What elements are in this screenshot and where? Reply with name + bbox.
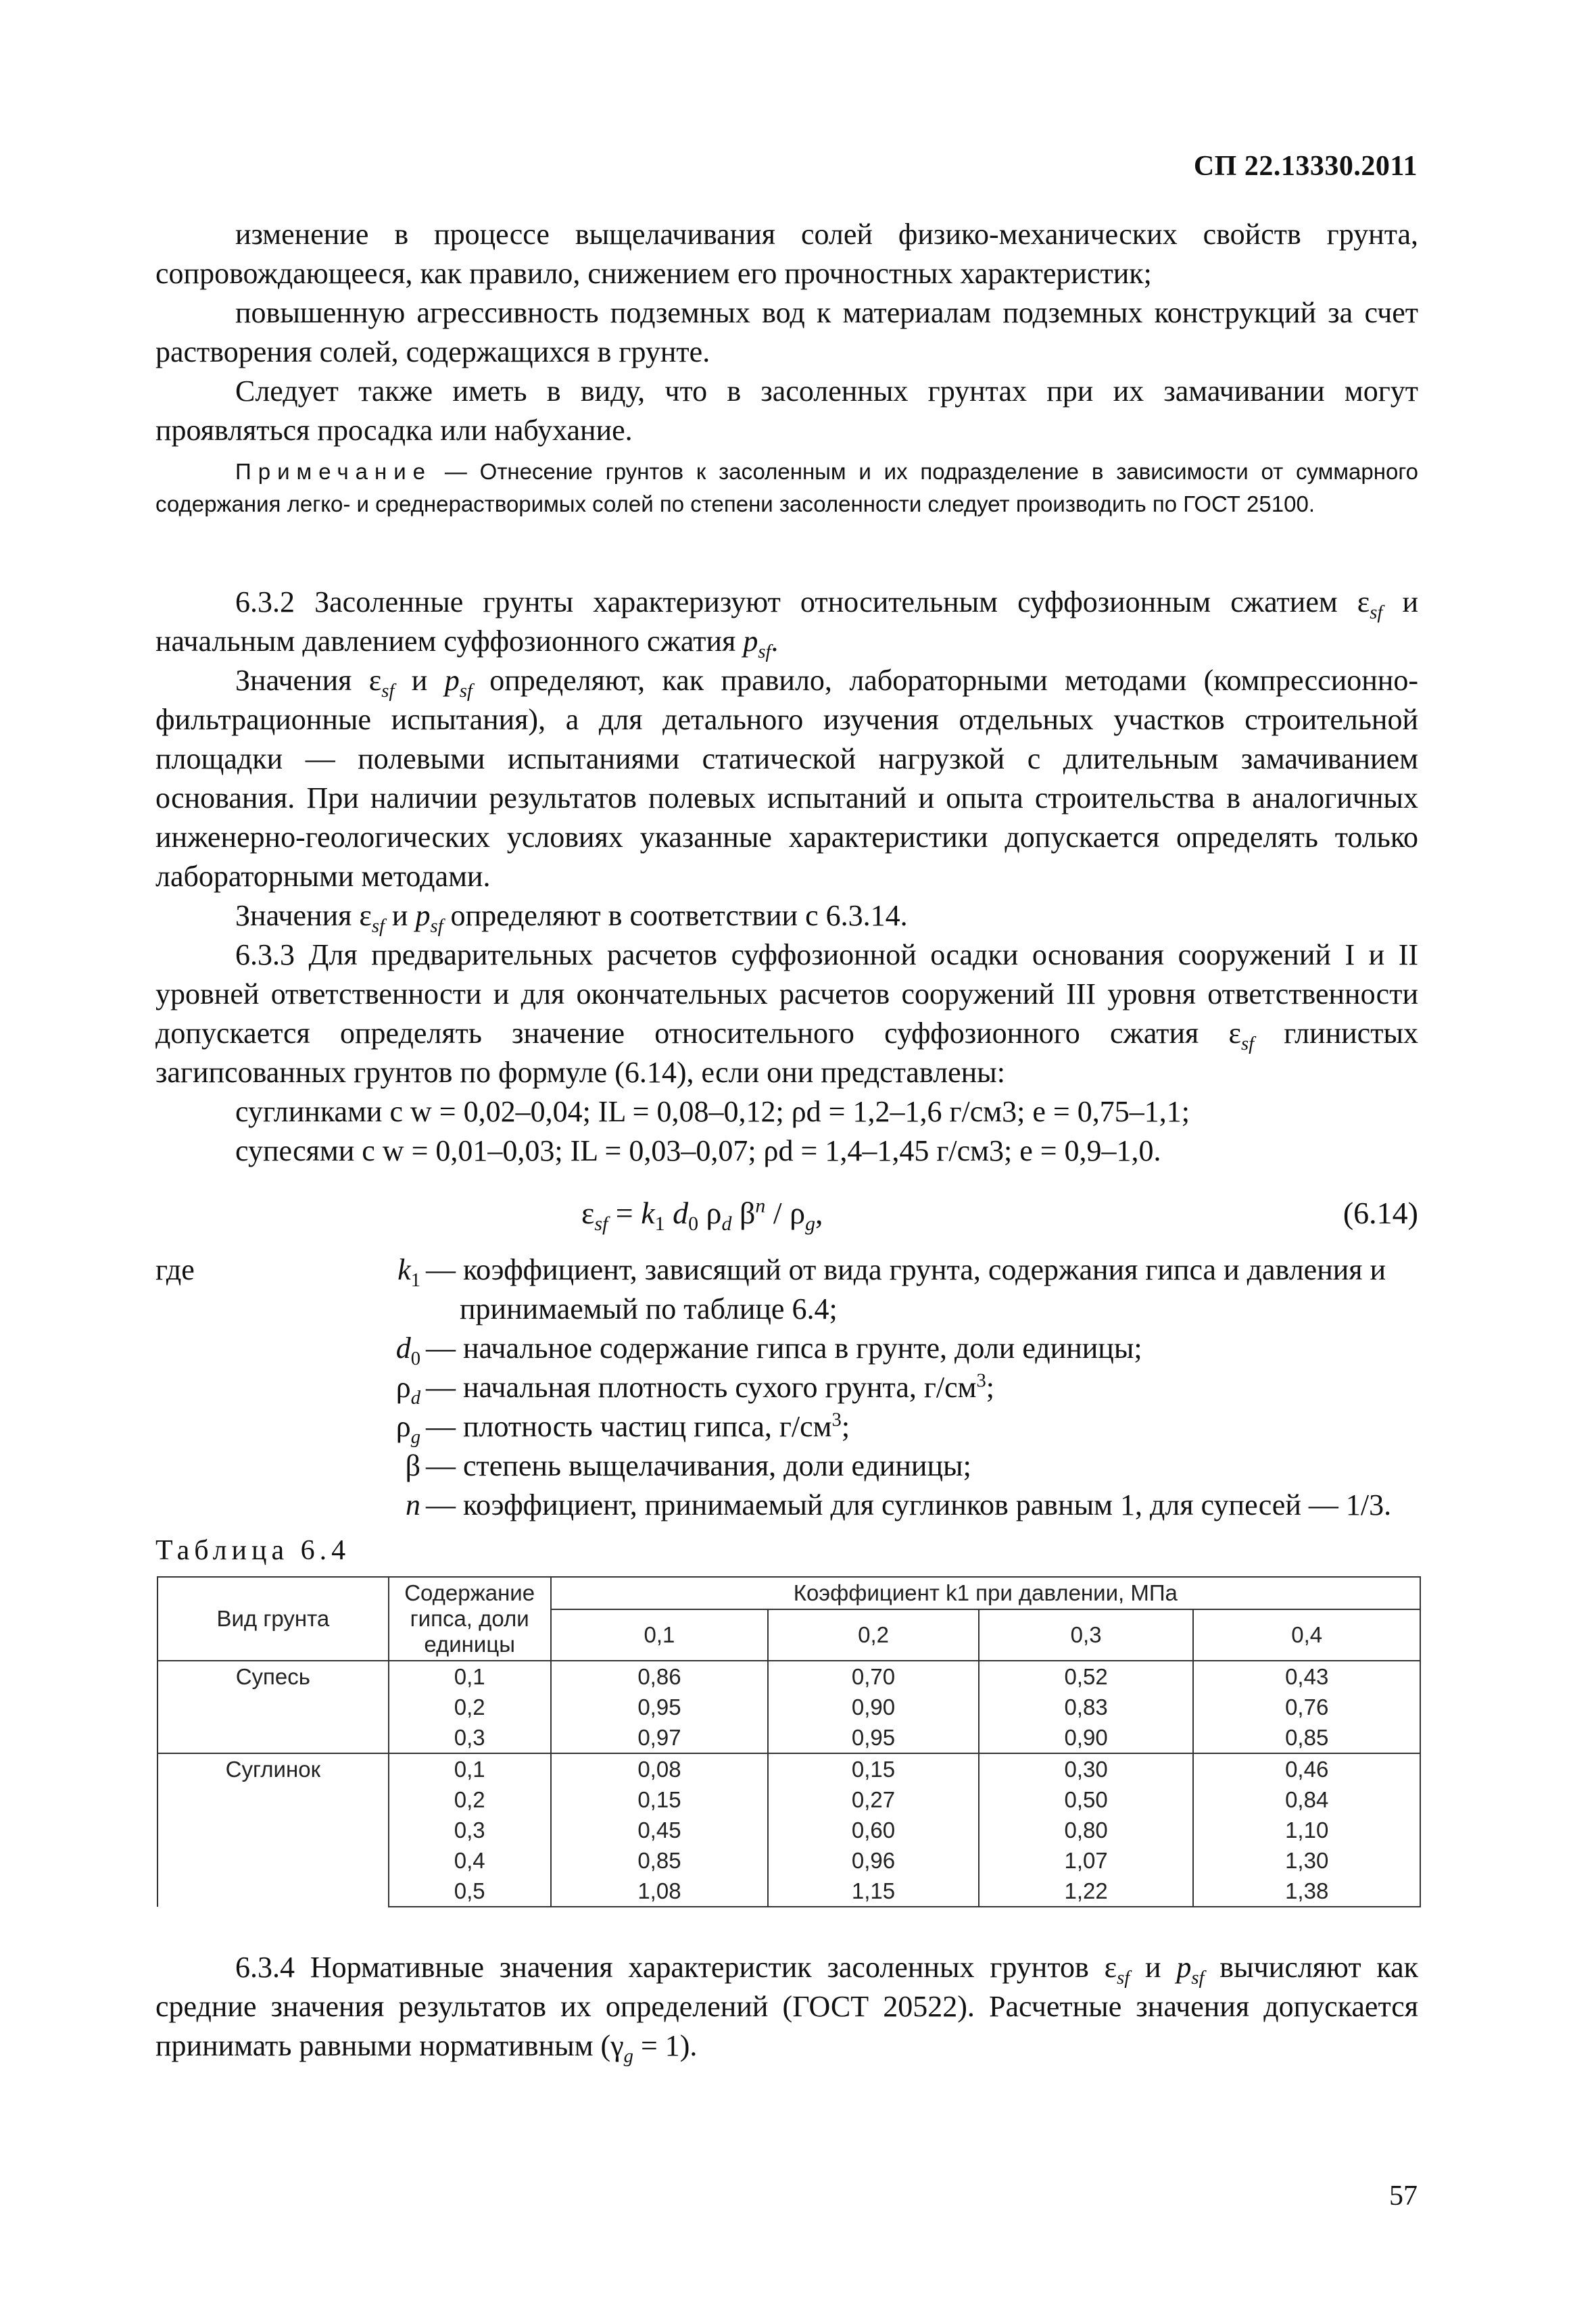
coefficient-cell: 0,85 [551, 1845, 769, 1876]
formula-legend [155, 1250, 1418, 1525]
gypsum-content-cell: 0,3 [389, 1722, 551, 1753]
legend-k1: где $k_1$ — коэффициент, зависящий от вида грунта, содержания гипса и давления и [155, 1250, 1418, 1290]
paragraph-values-methods: Значения $\varepsilon_{sf}$ и $p_{sf}$ определяют, как правило, лабораторными методами (компрессионно-фильтрационные испытания), а для детального изучения отдельных участков строительной площадки — полевыми испытаниями статической нагрузкой с длительным замачиванием основания. При наличии результатов полевых испытаний и опыта строительства в аналогичных инженерно-геологических условиях указанные характеристики допускается определять только лабораторными методами. [155, 664, 1418, 893]
coefficient-cell: 1,07 [979, 1845, 1194, 1876]
gypsum-content-cell: 0,2 [389, 1692, 551, 1722]
where-label: где [155, 1253, 195, 1286]
legend-rho-d: $\rho_d$ — начальная плотность сухого грунта, $г/см^3$; [395, 1370, 995, 1409]
coefficient-cell: 1,22 [979, 1876, 1194, 1907]
coefficient-cell: 0,84 [1193, 1784, 1420, 1815]
coefficient-cell: 0,08 [551, 1753, 769, 1784]
coefficient-cell: 1,08 [551, 1876, 769, 1907]
table-title: Таблица 6.4 [155, 1535, 351, 1566]
coefficient-cell: 0,96 [768, 1845, 979, 1876]
soil-type-cell: Супесь [158, 1661, 389, 1753]
header-pressure: 0,4 [1193, 1609, 1420, 1661]
paragraph-aggressiveness: повышенную агрессивность подземных вод к материалам подземных конструкций за счет растворения солей, содержащихся в грунте. [155, 296, 1418, 368]
coefficient-cell: 0,70 [768, 1661, 979, 1692]
gypsum-content-cell: 0,3 [389, 1815, 551, 1845]
coefficient-cell: 0,83 [979, 1692, 1194, 1722]
coefficient-cell: 1,15 [768, 1876, 979, 1907]
legend-k1-cont: принимаемый по таблице 6.4; [460, 1292, 838, 1325]
table-row [158, 1661, 1420, 1692]
coefficient-cell: 0,85 [1193, 1722, 1420, 1753]
legend-n: n — коэффициент, принимаемый для суглинков равным 1, для супесей — 1/3. [406, 1488, 1392, 1521]
paragraph-6-3-4: 6.3.4 Нормативные значения характеристик засоленных грунтов $\varepsilon_{sf}$ и $p_{sf}$ вычисляют как средние значения результатов их определений (ГОСТ 20522). Расчетные значения допускается принимать равными нормативным $(\gamma_g = 1)$. [155, 1951, 1419, 2067]
document-code: СП 22.13330.2011 [1193, 151, 1418, 182]
coefficient-cell: 0,76 [1193, 1692, 1420, 1722]
coefficient-cell: 0,15 [551, 1784, 769, 1815]
gypsum-content-cell: 0,1 [389, 1753, 551, 1784]
coefficient-cell: 0,97 [551, 1722, 769, 1753]
coefficient-cell: 0,95 [551, 1692, 769, 1722]
formula-number: (6.14) [1343, 1196, 1418, 1230]
coefficient-cell: 0,15 [768, 1753, 979, 1784]
coefficient-cell: 0,46 [1193, 1753, 1420, 1784]
gypsum-content-cell: 0,4 [389, 1845, 551, 1876]
header-coefficient: Коэффициент k1 при давлении, МПа [551, 1577, 1420, 1609]
coefficient-cell: 1,30 [1193, 1845, 1420, 1876]
coefficient-cell: 1,10 [1193, 1815, 1420, 1845]
coefficient-table [157, 1576, 1421, 1907]
legend-rho-g: $\rho_g$ — плотность частиц гипса, $г/см^3$; [395, 1409, 850, 1448]
table-row [158, 1753, 1420, 1784]
paragraph-change-properties: изменение в процессе выщелачивания солей физико-механических свойств грунта, сопровождающееся, как правило, снижением его прочностных характеристик; [155, 218, 1418, 290]
gypsum-content-cell: 0,2 [389, 1784, 551, 1815]
coefficient-cell: 0,90 [768, 1692, 979, 1722]
legend-beta: β — степень выщелачивания, доли единицы; [405, 1449, 971, 1482]
coefficient-cell: 0,45 [551, 1815, 769, 1845]
gypsum-content-cell: 0,1 [389, 1661, 551, 1692]
coefficient-cell: 0,90 [979, 1722, 1194, 1753]
coefficient-cell: 0,60 [768, 1815, 979, 1845]
coefficient-cell: 0,86 [551, 1661, 769, 1692]
coefficient-cell: 0,80 [979, 1815, 1194, 1845]
page-number: 57 [1389, 2180, 1418, 2212]
note [155, 456, 1418, 520]
header-soil-type: Вид грунта [158, 1577, 389, 1661]
paragraph-subsidence: Следует также иметь в виду, что в засоленных грунтах при их замачивании могут проявляться просадка или набухание. [155, 374, 1418, 447]
header-pressure: 0,2 [768, 1609, 979, 1661]
coefficient-cell: 0,50 [979, 1784, 1194, 1815]
coefficient-cell: 0,43 [1193, 1661, 1420, 1692]
soil-type-cell: Суглинок [158, 1753, 389, 1907]
coefficient-cell: 0,52 [979, 1661, 1194, 1692]
paragraph-6-3-3: 6.3.3 Для предварительных расчетов суффозионной осадки основания сооружений I и II уровней ответственности и для окончательных расчетов сооружений III уровня ответственности допускается определять значение относительного суффозионного сжатия $\varepsilon_{sf}$ глинистых загипсованных грунтов по формуле (6.14), если они представлены: [155, 938, 1419, 1089]
coefficient-cell: 0,27 [768, 1784, 979, 1815]
header-gypsum-content: Содержание гипса, доли единицы [389, 1577, 551, 1661]
coefficient-cell: 0,95 [768, 1722, 979, 1753]
header-pressure: 0,3 [979, 1609, 1194, 1661]
loams-line: суглинками с w = 0,02–0,04; IL = 0,08–0,12; ρd = 1,2–1,6 г/см3; e = 0,75–1,1; [235, 1095, 1190, 1128]
sandy-loams-line: супесями с w = 0,01–0,03; IL = 0,03–0,07; ρd = 1,4–1,45 г/см3; e = 0,9–1,0. [235, 1134, 1161, 1167]
header-pressure: 0,1 [551, 1609, 769, 1661]
coefficient-cell: 0,30 [979, 1753, 1194, 1784]
legend-d0: $d_0$ — начальное содержание гипса в грунте, доли единицы; [395, 1332, 1142, 1369]
paragraph-values-reference: Значения $\varepsilon_{sf}$ и $p_{sf}$ определяют в соответствии с 6.3.14. [235, 899, 908, 937]
gypsum-content-cell: 0,5 [389, 1876, 551, 1907]
note-text: — Отнесение грунтов к засоленным и их подразделение в зависимости от суммарного содержания легко- и среднерастворимых солей по степени засоленности следует производить по ГОСТ 25100. [155, 459, 1418, 516]
note-label: Примечание [235, 459, 433, 484]
paragraph-6-3-2: 6.3.2 Засоленные грунты характеризуют относительным суффозионным сжатием $\varepsilon_{sf}$ и начальным давлением суффозионного сжатия $p_{sf}$. [155, 585, 1418, 662]
coefficient-cell: 1,38 [1193, 1876, 1420, 1907]
formula-expression: $\varepsilon_{sf} = k_1$ $d_0$ $\rho_d$ $\beta^n / \rho_g$, [581, 1194, 823, 1236]
